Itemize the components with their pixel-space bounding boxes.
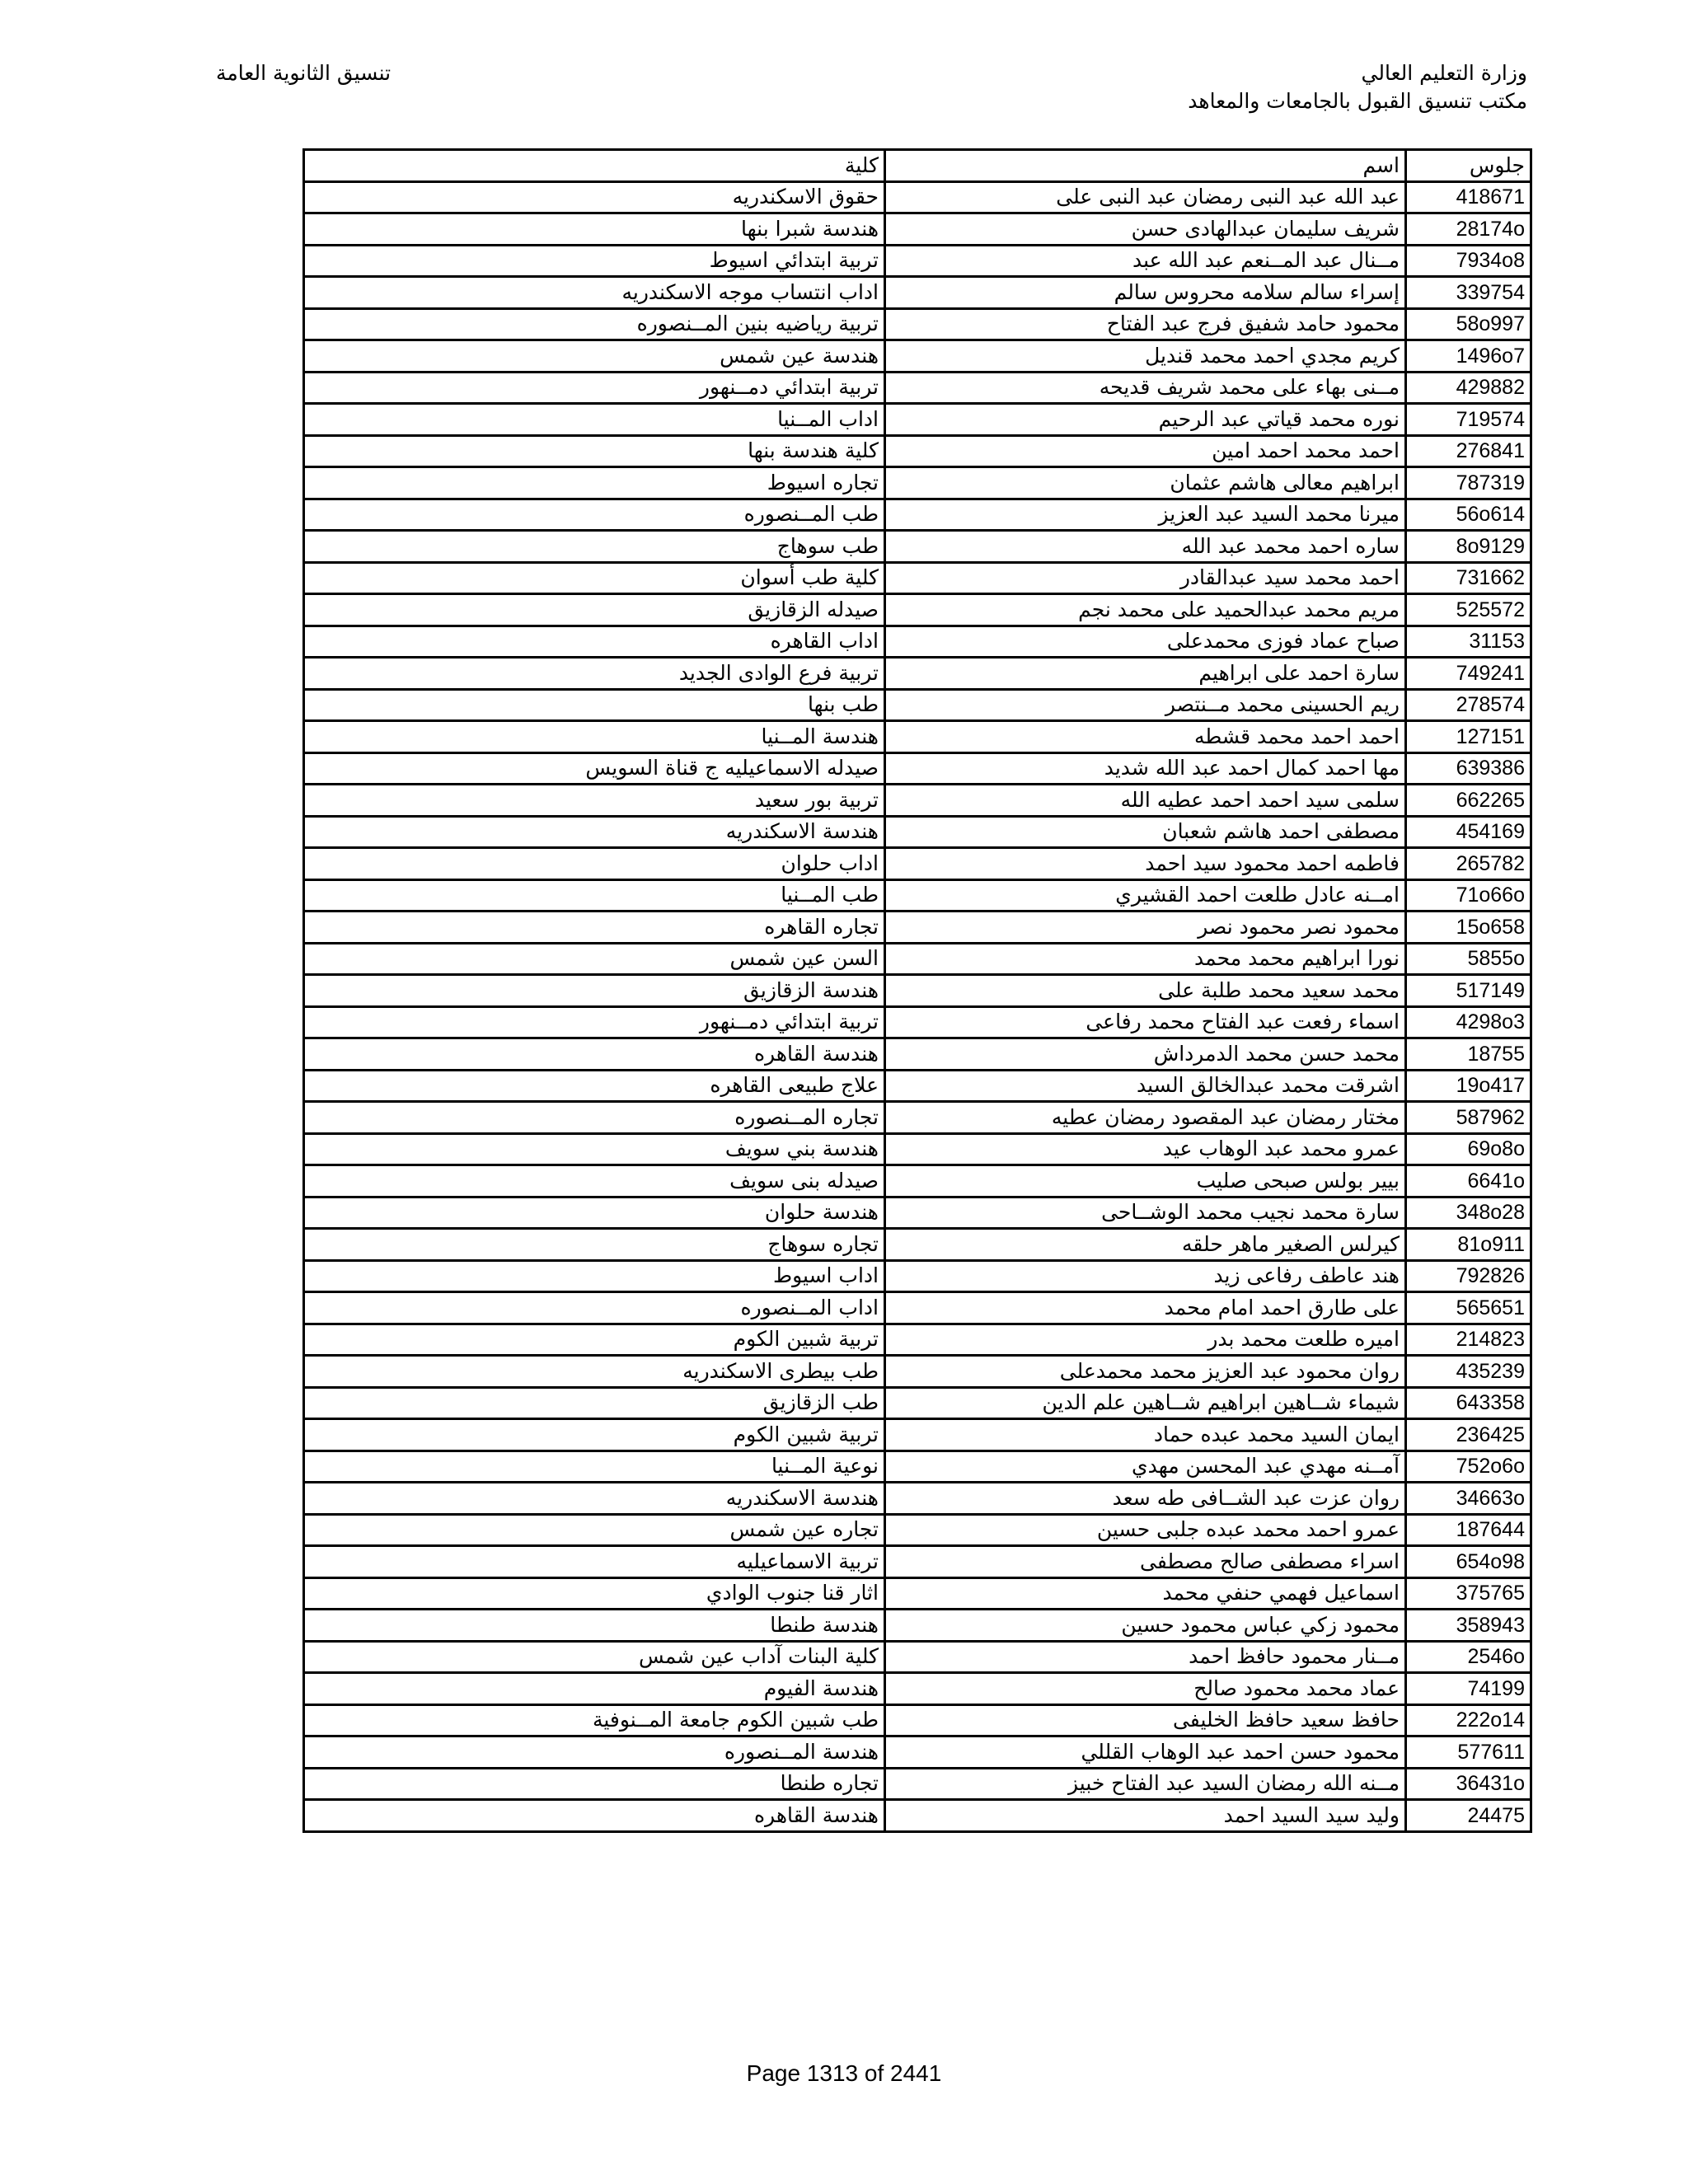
college-cell: تربية الاسماعيليه — [304, 1546, 885, 1578]
college-cell: طب الزقازيق — [304, 1387, 885, 1419]
seat-number-cell: 265782 — [1406, 848, 1531, 880]
seat-number-cell: 7934o8 — [1406, 245, 1531, 277]
student-name-cell: مــنه الله رمضان السيد عبد الفتاح خبيز — [885, 1768, 1406, 1800]
seat-number-cell: 58o997 — [1406, 308, 1531, 340]
seat-number-cell: 36431o — [1406, 1768, 1531, 1800]
student-name-cell: ايمان السيد محمد عبده حماد — [885, 1419, 1406, 1451]
student-name-cell: عبد الله عبد النبى رمضان عبد النبى على — [885, 181, 1406, 213]
seat-number-cell: 375765 — [1406, 1577, 1531, 1610]
seat-number-cell: 792826 — [1406, 1260, 1531, 1292]
table-row — [304, 1419, 1531, 1451]
college-cell: تربية ابتدائي دمــنهور — [304, 1006, 885, 1038]
college-cell: هندسة المــنصوره — [304, 1736, 885, 1769]
student-name-cell: مــنار محمود حافظ احمد — [885, 1641, 1406, 1673]
college-cell: اداب اسيوط — [304, 1260, 885, 1292]
student-name-cell: مختار رمضان عبد المقصود رمضان عطيه — [885, 1102, 1406, 1134]
student-name-cell: صباح عماد فوزى محمدعلى — [885, 626, 1406, 658]
college-cell: طب المــنيا — [304, 879, 885, 912]
seat-number-cell: 435239 — [1406, 1356, 1531, 1388]
college-cell: تربية شبين الكوم — [304, 1324, 885, 1356]
student-name-cell: نوره محمد قياتي عبد الرحيم — [885, 404, 1406, 436]
college-cell: تجاره القاهره — [304, 912, 885, 944]
table-row — [304, 1800, 1531, 1832]
student-name-cell: مريم محمد عبدالحميد على محمد نجم — [885, 594, 1406, 626]
college-cell: نوعية المــنيا — [304, 1451, 885, 1483]
seat-number-cell: 74199 — [1406, 1673, 1531, 1705]
college-cell: هندسة الاسكندريه — [304, 1483, 885, 1515]
college-cell: اداب المــنصوره — [304, 1292, 885, 1324]
seat-number-cell: 662265 — [1406, 785, 1531, 817]
seat-number-cell: 339754 — [1406, 277, 1531, 309]
student-name-cell: مها احمد كمال احمد عبد الله شديد — [885, 752, 1406, 785]
student-name-cell: احمد محمد احمد امين — [885, 435, 1406, 467]
student-name-cell: احمد محمد سيد عبدالقادر — [885, 562, 1406, 594]
seat-number-cell: 731662 — [1406, 562, 1531, 594]
student-name-cell: محمود حامد شفيق فرج عبد الفتاح — [885, 308, 1406, 340]
seat-number-cell: 4298o3 — [1406, 1006, 1531, 1038]
seat-number-cell: 639386 — [1406, 752, 1531, 785]
seat-number-cell: 787319 — [1406, 467, 1531, 499]
table-header-row — [304, 150, 1531, 182]
table-row — [304, 1229, 1531, 1261]
admissions-table — [302, 148, 1532, 1833]
student-name-cell: كريم مجدي احمد محمد قنديل — [885, 340, 1406, 373]
student-name-cell: عماد محمد محمود صالح — [885, 1673, 1406, 1705]
student-name-cell: سلمى سيد احمد احمد عطيه الله — [885, 785, 1406, 817]
student-name-cell: عمرو احمد محمد عبده جلبى حسين — [885, 1514, 1406, 1546]
student-name-cell: روان عزت عبد الشــافى طه سعد — [885, 1483, 1406, 1515]
college-cell: طب المــنصوره — [304, 499, 885, 531]
college-cell: تربية ابتدائي دمــنهور — [304, 372, 885, 404]
student-name-cell: احمد احمد محمد قشطه — [885, 721, 1406, 753]
student-name-cell: اشرقت محمد عبدالخالق السيد — [885, 1070, 1406, 1102]
college-cell: تربية رياضيه بنين المــنصوره — [304, 308, 885, 340]
seat-number-cell: 187644 — [1406, 1514, 1531, 1546]
college-cell: صيدله الزقازيق — [304, 594, 885, 626]
college-cell: تجاره طنطا — [304, 1768, 885, 1800]
college-cell: اداب حلوان — [304, 848, 885, 880]
table-row — [304, 1641, 1531, 1673]
table-row — [304, 1165, 1531, 1197]
college-cell: كلية هندسة بنها — [304, 435, 885, 467]
student-name-cell: نورا ابراهيم محمد محمد — [885, 943, 1406, 975]
table-row — [304, 1610, 1531, 1642]
college-cell: السن عين شمس — [304, 943, 885, 975]
college-cell: صيدله الاسماعيليه ج قناة السويس — [304, 752, 885, 785]
seat-number-cell: 71o66o — [1406, 879, 1531, 912]
college-cell: اداب المــنيا — [304, 404, 885, 436]
student-name-cell: مصطفى احمد هاشم شعبان — [885, 816, 1406, 848]
table-row — [304, 1292, 1531, 1324]
college-cell: اداب انتساب موجه الاسكندريه — [304, 277, 885, 309]
seat-number-cell: 587962 — [1406, 1102, 1531, 1134]
college-cell: هندسة طنطا — [304, 1610, 885, 1642]
college-cell: كلية طب أسوان — [304, 562, 885, 594]
seat-number-cell: 6641o — [1406, 1165, 1531, 1197]
student-name-cell: امــنه عادل طلعت احمد القشيري — [885, 879, 1406, 912]
college-cell: طب سوهاج — [304, 531, 885, 563]
student-name-cell: وليد سيد السيد احمد — [885, 1800, 1406, 1832]
table-row — [304, 1038, 1531, 1071]
student-name-cell: آمــنه مهدي عبد المحسن مهدي — [885, 1451, 1406, 1483]
college-cell: تجاره اسيوط — [304, 467, 885, 499]
seat-number-cell: 418671 — [1406, 181, 1531, 213]
table-row — [304, 785, 1531, 817]
college-cell: هندسة شبرا بنها — [304, 213, 885, 246]
student-name-cell: روان محمود عبد العزيز محمد محمدعلى — [885, 1356, 1406, 1388]
seat-number-cell: 56o614 — [1406, 499, 1531, 531]
college-cell: علاج طبيعى القاهره — [304, 1070, 885, 1102]
seat-number-cell: 643358 — [1406, 1387, 1531, 1419]
table-row — [304, 499, 1531, 531]
table-row — [304, 1577, 1531, 1610]
seat-number-cell: 517149 — [1406, 975, 1531, 1007]
college-cell: اداب القاهره — [304, 626, 885, 658]
student-name-cell: اميره طلعت محمد بدر — [885, 1324, 1406, 1356]
college-cell: طب بنها — [304, 689, 885, 721]
admissions-table-body — [304, 150, 1531, 1832]
seat-number-cell: 348o28 — [1406, 1197, 1531, 1229]
table-row — [304, 1483, 1531, 1515]
seat-number-cell: 752o6o — [1406, 1451, 1531, 1483]
student-name-cell: محمود نصر محمود نصر — [885, 912, 1406, 944]
seat-number-cell: 719574 — [1406, 404, 1531, 436]
seat-number-cell: 18755 — [1406, 1038, 1531, 1071]
seat-number-cell: 8o9129 — [1406, 531, 1531, 563]
college-cell: طب شبين الكوم جامعة المــنوفية — [304, 1704, 885, 1736]
table-row — [304, 372, 1531, 404]
seat-number-cell: 31153 — [1406, 626, 1531, 658]
student-name-cell: شريف سليمان عبدالهادى حسن — [885, 213, 1406, 246]
table-row — [304, 975, 1531, 1007]
seat-number-cell: 28174o — [1406, 213, 1531, 246]
student-name-cell: ريم الحسينى محمد مــنتصر — [885, 689, 1406, 721]
seat-number-cell: 1496o7 — [1406, 340, 1531, 373]
college-cell: صيدله بنى سويف — [304, 1165, 885, 1197]
header-name: اسم — [885, 150, 1406, 182]
ministry-title: وزارة التعليم العالي — [1361, 61, 1527, 85]
table-row — [304, 1133, 1531, 1165]
seat-number-cell: 34663o — [1406, 1483, 1531, 1515]
college-cell: هندسة حلوان — [304, 1197, 885, 1229]
table-row — [304, 1324, 1531, 1356]
student-name-cell: هند عاطف رفاعى زيد — [885, 1260, 1406, 1292]
table-row — [304, 1102, 1531, 1134]
page-number: Page 1313 of 2441 — [746, 2060, 942, 2086]
seat-number-cell: 69o8o — [1406, 1133, 1531, 1165]
table-row — [304, 1197, 1531, 1229]
student-name-cell: اسماعيل فهمي حنفي محمد — [885, 1577, 1406, 1610]
seat-number-cell: 525572 — [1406, 594, 1531, 626]
college-cell: هندسة الزقازيق — [304, 975, 885, 1007]
college-cell: تجاره عين شمس — [304, 1514, 885, 1546]
seat-number-cell: 2546o — [1406, 1641, 1531, 1673]
table-row — [304, 689, 1531, 721]
student-name-cell: محمود حسن احمد عبد الوهاب القللي — [885, 1736, 1406, 1769]
table-row — [304, 531, 1531, 563]
seat-number-cell: 358943 — [1406, 1610, 1531, 1642]
table-row — [304, 594, 1531, 626]
college-cell: تربية بور سعيد — [304, 785, 885, 817]
seat-number-cell: 81o911 — [1406, 1229, 1531, 1261]
table-row — [304, 1451, 1531, 1483]
student-name-cell: على طارق احمد امام محمد — [885, 1292, 1406, 1324]
table-row — [304, 1736, 1531, 1769]
student-name-cell: محمد سعيد محمد طلبة على — [885, 975, 1406, 1007]
seat-number-cell: 19o417 — [1406, 1070, 1531, 1102]
table-row — [304, 721, 1531, 753]
table-row — [304, 912, 1531, 944]
header-seat: جلوس — [1406, 150, 1531, 182]
table-row — [304, 562, 1531, 594]
table-row — [304, 1514, 1531, 1546]
college-cell: طب بيطرى الاسكندريه — [304, 1356, 885, 1388]
college-cell: هندسة الاسكندريه — [304, 816, 885, 848]
college-cell: هندسة بني سويف — [304, 1133, 885, 1165]
seat-number-cell: 654o98 — [1406, 1546, 1531, 1578]
table-row — [304, 308, 1531, 340]
table-row — [304, 1704, 1531, 1736]
seat-number-cell: 565651 — [1406, 1292, 1531, 1324]
table-row — [304, 943, 1531, 975]
student-name-cell: عمرو محمد عبد الوهاب عيد — [885, 1133, 1406, 1165]
table-row — [304, 1356, 1531, 1388]
student-name-cell: فاطمه احمد محمود سيد احمد — [885, 848, 1406, 880]
student-name-cell: ميرنا محمد السيد عبد العزيز — [885, 499, 1406, 531]
table-row — [304, 340, 1531, 373]
seat-number-cell: 5855o — [1406, 943, 1531, 975]
table-row — [304, 626, 1531, 658]
student-name-cell: اسماء رفعت عبد الفتاح محمد رفاعى — [885, 1006, 1406, 1038]
table-row — [304, 404, 1531, 436]
college-cell: تربية فرع الوادى الجديد — [304, 658, 885, 690]
college-cell: اثار قنا جنوب الوادي — [304, 1577, 885, 1610]
student-name-cell: محمود زكي عباس محمود حسين — [885, 1610, 1406, 1642]
student-name-cell: سارة محمد نجيب محمد الوشــاحى — [885, 1197, 1406, 1229]
table-row — [304, 1070, 1531, 1102]
seat-number-cell: 454169 — [1406, 816, 1531, 848]
seat-number-cell: 577611 — [1406, 1736, 1531, 1769]
office-title: مكتب تنسيق القبول بالجامعات والمعاهد — [1188, 89, 1527, 113]
seat-number-cell: 127151 — [1406, 721, 1531, 753]
table-row — [304, 245, 1531, 277]
seat-number-cell: 749241 — [1406, 658, 1531, 690]
college-cell: هندسة عين شمس — [304, 340, 885, 373]
student-name-cell: مــنال عبد المــنعم عبد الله عبد — [885, 245, 1406, 277]
table-row — [304, 848, 1531, 880]
college-cell: تربية شبين الكوم — [304, 1419, 885, 1451]
table-row — [304, 277, 1531, 309]
table-row — [304, 879, 1531, 912]
student-name-cell: ساره احمد محمد عبد الله — [885, 531, 1406, 563]
seat-number-cell: 236425 — [1406, 1419, 1531, 1451]
college-cell: تجاره سوهاج — [304, 1229, 885, 1261]
student-name-cell: كيرلس الصغير ماهر حلقه — [885, 1229, 1406, 1261]
college-cell: هندسة المــنيا — [304, 721, 885, 753]
college-cell: هندسة الفيوم — [304, 1673, 885, 1705]
table-row — [304, 1673, 1531, 1705]
seat-number-cell: 276841 — [1406, 435, 1531, 467]
table-row — [304, 1387, 1531, 1419]
table-row — [304, 181, 1531, 213]
college-cell: هندسة القاهره — [304, 1038, 885, 1071]
section-title: تنسيق الثانوية العامة — [216, 61, 392, 85]
table-row — [304, 1260, 1531, 1292]
student-name-cell: محمد حسن محمد الدمرداش — [885, 1038, 1406, 1071]
college-cell: هندسة القاهره — [304, 1800, 885, 1832]
seat-number-cell: 278574 — [1406, 689, 1531, 721]
table-row — [304, 752, 1531, 785]
student-name-cell: مــنى بهاء على محمد شريف قديحه — [885, 372, 1406, 404]
table-row — [304, 816, 1531, 848]
student-name-cell: سارة احمد على ابراهيم — [885, 658, 1406, 690]
header-college: كلية — [304, 150, 885, 182]
table-row — [304, 213, 1531, 246]
student-name-cell: اسراء مصطفى صالح مصطفى — [885, 1546, 1406, 1578]
college-cell: كلية البنات آداب عين شمس — [304, 1641, 885, 1673]
student-name-cell: شيماء شــاهين ابراهيم شــاهين علم الدين — [885, 1387, 1406, 1419]
table-row — [304, 1546, 1531, 1578]
table-row — [304, 467, 1531, 499]
college-cell: تربية ابتدائي اسيوط — [304, 245, 885, 277]
student-name-cell: حافظ سعيد حافظ الخليفى — [885, 1704, 1406, 1736]
table-row — [304, 658, 1531, 690]
seat-number-cell: 214823 — [1406, 1324, 1531, 1356]
seat-number-cell: 429882 — [1406, 372, 1531, 404]
seat-number-cell: 24475 — [1406, 1800, 1531, 1832]
seat-number-cell: 15o658 — [1406, 912, 1531, 944]
student-name-cell: ابراهيم معالى هاشم عثمان — [885, 467, 1406, 499]
college-cell: تجاره المــنصوره — [304, 1102, 885, 1134]
college-cell: حقوق الاسكندريه — [304, 181, 885, 213]
student-name-cell: إسراء سالم سلامه محروس سالم — [885, 277, 1406, 309]
seat-number-cell: 222o14 — [1406, 1704, 1531, 1736]
table-row — [304, 1006, 1531, 1038]
table-row — [304, 435, 1531, 467]
ministry-header — [1188, 59, 1527, 115]
table-row — [304, 1768, 1531, 1800]
student-name-cell: بيير بولس صبحى صليب — [885, 1165, 1406, 1197]
